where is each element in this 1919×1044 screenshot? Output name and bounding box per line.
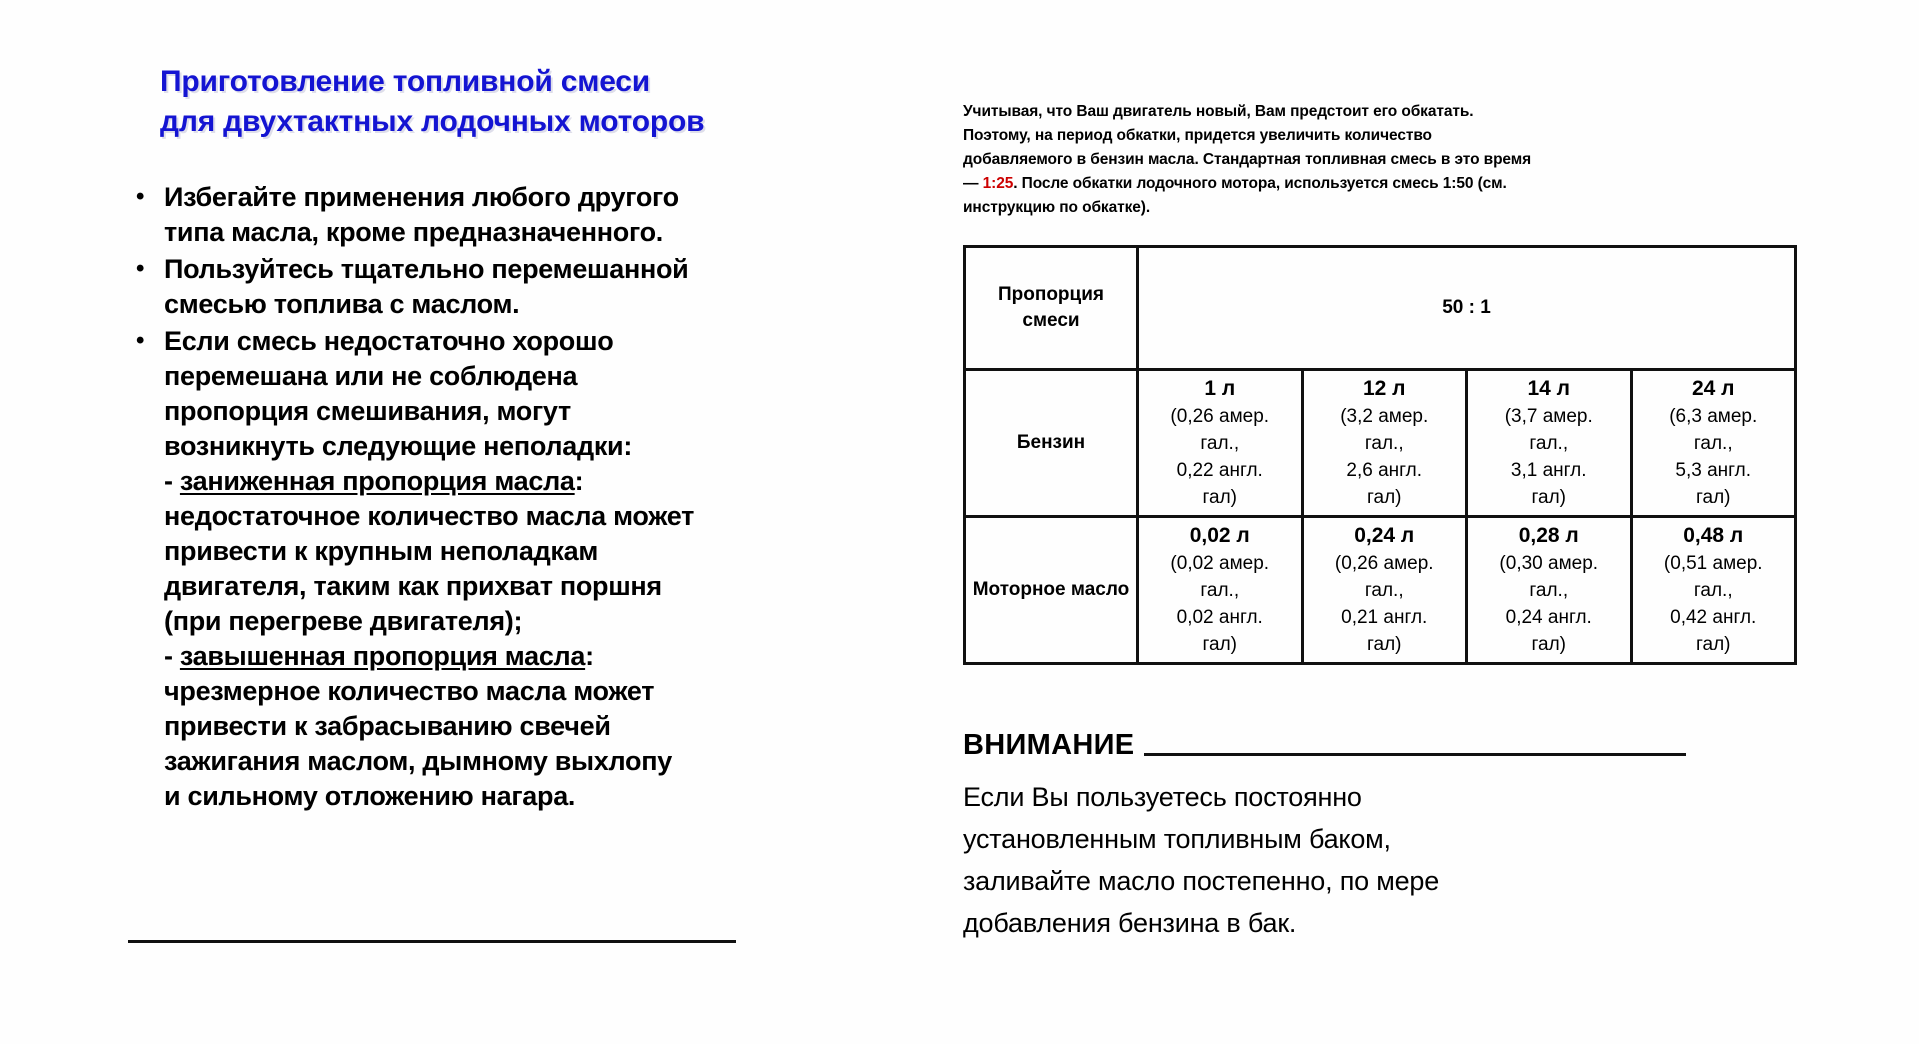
- cell-oil-col-3-detail-2: гал.,: [1529, 580, 1569, 601]
- cell-gasoline-col-2-detail-3: 2,6 англ.: [1346, 460, 1423, 481]
- cell-oil-col-4-volume: 0,48 л: [1683, 524, 1744, 547]
- intro-line-5: инструкцию по обкатке).: [963, 199, 1151, 216]
- intro-line-4: [963, 172, 1798, 196]
- bullet-1-line-2: типа масла, кроме предназначенного.: [164, 217, 663, 247]
- right-column: [963, 100, 1798, 220]
- sub-item-1-dash: -: [164, 466, 180, 496]
- sub-item-2-underlined-text: завышенная пропорция масла: [179, 641, 586, 671]
- cell-gasoline-col-2-detail-2: гал.,: [1364, 433, 1404, 454]
- cell-gasoline-col-1-detail-3: 0,22 англ.: [1176, 460, 1263, 481]
- cell-oil-col-2: [1302, 517, 1467, 664]
- cell-gasoline-col-3: [1467, 370, 1632, 517]
- cell-oil-col-3-detail-1: (0,30 амер.: [1499, 553, 1599, 574]
- cell-gasoline-col-4-detail-4: гал): [1696, 487, 1731, 508]
- sub-item-1-body-line-3: двигателя, таким как прихват поршня: [164, 571, 662, 601]
- cell-gasoline-col-4: [1631, 370, 1796, 517]
- cell-gasoline-col-4-detail-3: 5,3 англ.: [1675, 460, 1752, 481]
- cell-oil-col-1-detail-3: 0,02 англ.: [1176, 607, 1263, 628]
- cell-gasoline-col-3-detail-3: 3,1 англ.: [1510, 460, 1587, 481]
- cell-oil-col-1-detail-4: гал): [1202, 634, 1237, 655]
- cell-oil-col-2-detail-3: 0,21 англ.: [1341, 607, 1428, 628]
- left-column-divider: [128, 940, 736, 943]
- bullet-1-line-1: • Избегайте применения любого другого: [164, 182, 679, 212]
- warning-line-1: Если Вы пользуетесь постоянно: [963, 782, 1362, 812]
- sub-item-2-colon: :: [585, 641, 594, 671]
- sub-item-1-body-line-1: недостаточное количество масла может: [164, 501, 695, 531]
- bullet-3-line-3: пропорция смешивания, могут: [164, 396, 571, 426]
- table-header-mix-proportion: Пропорция смеси: [965, 247, 1138, 370]
- row-header-gasoline: Бензин: [965, 370, 1138, 517]
- intro-line-1: Учитывая, что Ваш двигатель новый, Вам предстоит его обкатать.: [963, 103, 1474, 120]
- cell-oil-col-3-detail-3: 0,24 англ.: [1505, 607, 1592, 628]
- cell-oil-col-3-detail-4: гал): [1531, 634, 1566, 655]
- cell-oil-col-1: [1138, 517, 1303, 664]
- cell-oil-col-2-detail-2: гал.,: [1364, 580, 1404, 601]
- cell-gasoline-col-3-volume: 14 л: [1527, 377, 1571, 400]
- row-header-motor-oil: Моторное масло: [965, 517, 1138, 664]
- cell-gasoline-col-1-volume: 1 л: [1204, 377, 1236, 400]
- cell-gasoline-col-1-detail-4: гал): [1202, 487, 1237, 508]
- cell-gasoline-col-4-volume: 24 л: [1691, 377, 1735, 400]
- table-row: [965, 517, 1796, 664]
- table-ratio-value: 50 : 1: [1138, 247, 1796, 370]
- sub-item-2-body-line-2: привести к забрасыванию свечей: [164, 711, 611, 741]
- intro-line-2: Поэтому, на период обкатки, придется увеличить количество: [963, 127, 1432, 144]
- table-row: [965, 370, 1796, 517]
- cell-oil-col-2-detail-4: гал): [1367, 634, 1402, 655]
- break-in-ratio-value: 1:25: [982, 175, 1014, 192]
- cell-oil-col-1-detail-1: (0,02 амер.: [1170, 553, 1270, 574]
- cell-gasoline-col-2-volume: 12 л: [1362, 377, 1406, 400]
- cell-gasoline-col-1-detail-2: гал.,: [1200, 433, 1240, 454]
- page-title-line-1: Приготовление топливной смеси: [160, 65, 651, 98]
- bullet-3-line-4: возникнуть следующие неполадки:: [164, 431, 633, 461]
- left-column: [128, 62, 768, 816]
- warning-section: [963, 728, 1798, 944]
- sub-item-2-dash: -: [164, 641, 180, 671]
- warning-line-3: заливайте масло постепенно, по мере: [963, 866, 1440, 896]
- fuel-mix-ratio-table: [963, 245, 1797, 665]
- list-item: [128, 324, 768, 814]
- cell-gasoline-col-3-detail-4: гал): [1531, 487, 1566, 508]
- bullet-3-line-1: • Если смесь недостаточно хорошо: [164, 326, 614, 356]
- table-row: [965, 247, 1796, 370]
- sub-item-1-heading: [164, 464, 768, 499]
- warning-heading: ВНИМАНИЕ: [963, 729, 1135, 761]
- sub-item-2-body-line-4: и сильному отложению нагара.: [164, 781, 576, 811]
- cell-gasoline-col-4-detail-1: (6,3 амер.: [1669, 406, 1758, 427]
- bullet-3-line-2: перемешана или не соблюдена: [164, 361, 578, 391]
- sub-item-1-body-line-4: (при перегреве двигателя);: [164, 606, 523, 636]
- cell-oil-col-2-detail-1: (0,26 амер.: [1334, 553, 1434, 574]
- cell-oil-col-4-detail-4: гал): [1696, 634, 1731, 655]
- warning-line-2: установленным топливным баком,: [963, 824, 1391, 854]
- bullet-2-line-2: смесью топлива с маслом.: [164, 289, 520, 319]
- cell-gasoline-col-2-detail-4: гал): [1367, 487, 1402, 508]
- cell-gasoline-col-2-detail-1: (3,2 амер.: [1340, 406, 1429, 427]
- sub-item-1-underlined-text: заниженная пропорция масла: [179, 466, 575, 496]
- page-title: [160, 62, 768, 142]
- sub-item-2-body-line-1: чрезмерное количество масла может: [164, 676, 655, 706]
- cell-oil-col-1-volume: 0,02 л: [1189, 524, 1250, 547]
- sub-item-1-body-line-2: привести к крупным неполадкам: [164, 536, 599, 566]
- cell-gasoline-col-3-detail-2: гал.,: [1529, 433, 1569, 454]
- intro-line-3: добавляемого в бензин масла. Стандартная топливная смесь в это время: [963, 151, 1532, 168]
- sub-item-2-body-line-3: зажигания маслом, дымному выхлопу: [164, 746, 672, 776]
- cell-oil-col-2-volume: 0,24 л: [1354, 524, 1415, 547]
- intro-line-4-rest: . После обкатки лодочного мотора, используется смесь 1:50 (см.: [1013, 175, 1507, 192]
- list-item: [128, 180, 768, 250]
- cell-gasoline-col-1-detail-1: (0,26 амер.: [1170, 406, 1270, 427]
- intro-line-4-dash: —: [963, 175, 983, 192]
- cell-gasoline-col-4-detail-2: гал.,: [1693, 433, 1733, 454]
- sub-item-1-colon: :: [574, 466, 584, 496]
- list-item: [128, 252, 768, 322]
- warning-heading-underline: [1144, 753, 1686, 756]
- cell-oil-col-1-detail-2: гал.,: [1200, 580, 1240, 601]
- cell-oil-col-4: [1631, 517, 1796, 664]
- cell-oil-col-4-detail-3: 0,42 англ.: [1670, 607, 1757, 628]
- warning-heading-row: [963, 728, 1798, 762]
- cell-oil-col-4-detail-1: (0,51 амер.: [1663, 553, 1763, 574]
- page-title-line-2: для двухтактных лодочных моторов: [160, 105, 705, 138]
- cell-gasoline-col-1: [1138, 370, 1303, 517]
- cell-gasoline-col-2: [1302, 370, 1467, 517]
- cell-oil-col-3: [1467, 517, 1632, 664]
- bullet-2-line-1: • Пользуйтесь тщательно перемешанной: [164, 254, 689, 284]
- sub-item-2-heading: [164, 639, 768, 674]
- warning-line-4: добавления бензина в бак.: [963, 908, 1297, 938]
- cell-gasoline-col-3-detail-1: (3,7 амер.: [1504, 406, 1593, 427]
- break-in-paragraph: [963, 100, 1798, 220]
- warning-body: [963, 776, 1798, 944]
- instruction-bullet-list: [128, 180, 768, 814]
- cell-oil-col-4-detail-2: гал.,: [1693, 580, 1733, 601]
- cell-oil-col-3-volume: 0,28 л: [1518, 524, 1579, 547]
